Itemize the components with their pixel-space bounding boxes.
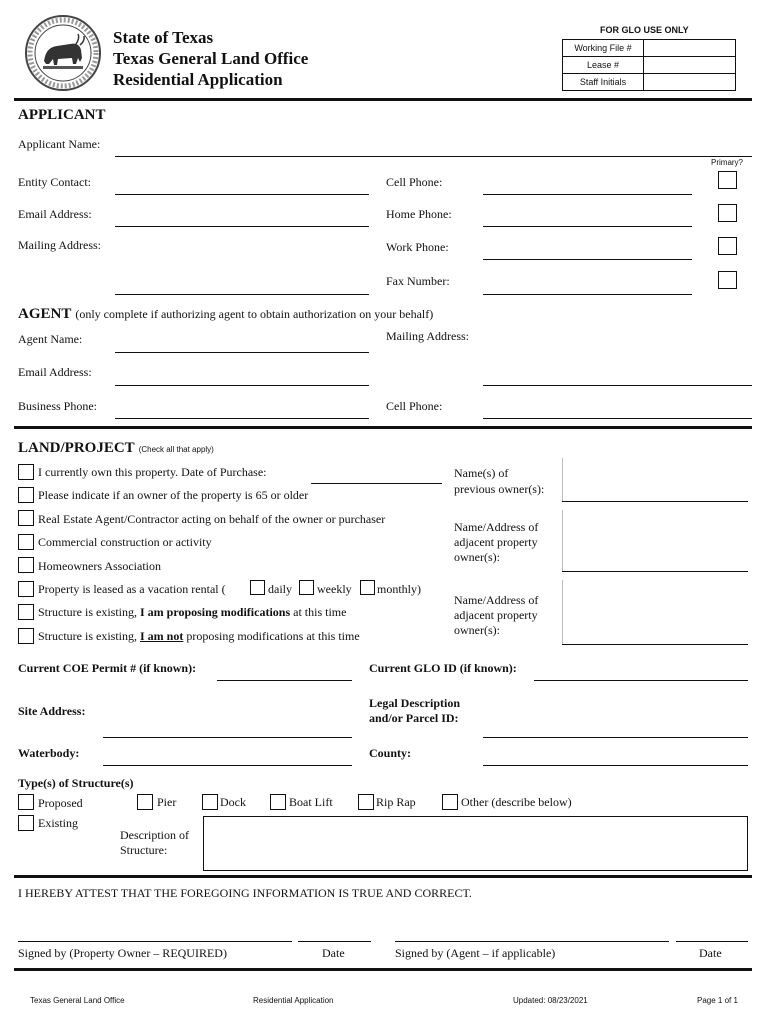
footer-updated: Updated: 08/23/2021 (513, 996, 588, 1005)
vacation-rental-checkbox[interactable] (18, 581, 34, 597)
land-section-title: LAND/PROJECT (18, 440, 135, 456)
adjacent-owner-1-field[interactable] (562, 571, 748, 572)
dock-label: Dock (220, 795, 246, 809)
proposing-modifications-checkbox[interactable] (18, 604, 34, 620)
boat-lift-checkbox[interactable] (270, 794, 286, 810)
owner-65-checkbox[interactable] (18, 487, 34, 503)
agent-section-note: (only complete if authorizing agent to obtain authorization on your behalf) (75, 307, 434, 321)
description-label-1: Description of (120, 828, 189, 842)
other-label: Other (describe below) (461, 795, 572, 809)
footer-page: Page 1 of 1 (697, 996, 738, 1005)
commercial-checkbox[interactable] (18, 534, 34, 550)
glo-lease-field[interactable] (644, 57, 736, 74)
vacation-rental-label: Property is leased as a vacation rental ( (38, 582, 226, 596)
coe-permit-label: Current COE Permit # (if known): (18, 661, 197, 675)
footer-doc: Residential Application (253, 996, 334, 1005)
site-address-field[interactable] (103, 737, 352, 738)
divider-signature (14, 968, 752, 971)
description-label-2: Structure: (120, 843, 168, 857)
agent-date-label: Date (699, 946, 722, 960)
divider-structure (14, 875, 752, 878)
adjacent-owner-2-label-3: owner(s): (454, 623, 500, 637)
agent-section-heading (18, 305, 433, 323)
site-address-label: Site Address: (18, 704, 86, 718)
agent-signature-label: Signed by (Agent – if applicable) (395, 946, 556, 960)
dock-checkbox[interactable] (202, 794, 218, 810)
previous-owner-label-2: previous owner(s): (454, 482, 545, 496)
applicant-email-label: Email Address: (18, 207, 92, 221)
header-form-title: Residential Application (113, 70, 283, 89)
agent-name-field[interactable] (115, 352, 369, 353)
not-proposing-modifications-label (38, 629, 360, 644)
daily-label: daily (268, 582, 292, 596)
agent-mailing-field[interactable] (483, 385, 752, 386)
adjacent-owner-1-label-2: adjacent property (454, 535, 538, 549)
agent-signature-field[interactable] (395, 941, 669, 942)
waterbody-field[interactable] (103, 765, 352, 766)
hoa-checkbox[interactable] (18, 557, 34, 573)
adjacent-owner-1-border (562, 510, 563, 571)
agent-email-field[interactable] (115, 385, 369, 386)
county-field[interactable] (483, 765, 748, 766)
rip-rap-checkbox[interactable] (358, 794, 374, 810)
entity-contact-label: Entity Contact: (18, 175, 91, 189)
primary-label: Primary? (711, 158, 744, 167)
primary-fax-checkbox[interactable] (718, 271, 737, 289)
primary-work-checkbox[interactable] (718, 237, 737, 255)
applicant-mailing-label: Mailing Address: (18, 238, 101, 252)
glo-staff-initials-field[interactable] (644, 74, 736, 91)
not-proposing-pre: Structure is existing, (38, 629, 140, 643)
owner-date-field[interactable] (298, 941, 371, 942)
legal-description-label-2: and/or Parcel ID: (369, 711, 459, 725)
glo-use-title: FOR GLO USE ONLY (600, 25, 689, 35)
agent-business-phone-label: Business Phone: (18, 399, 98, 413)
description-field[interactable] (203, 816, 748, 871)
attest-statement: I HEREBY ATTEST THAT THE FOREGOING INFORMATION IS TRUE AND CORRECT. (18, 886, 472, 900)
divider-header (14, 98, 752, 101)
applicant-cell-field[interactable] (483, 194, 692, 195)
structure-types-title: Type(s) of Structure(s) (18, 776, 134, 790)
glo-id-label: Current GLO ID (if known): (369, 661, 517, 675)
footer-org: Texas General Land Office (30, 996, 125, 1005)
owner-signature-label: Signed by (Property Owner – REQUIRED) (18, 946, 227, 960)
adjacent-owner-1-label-1: Name/Address of (454, 520, 539, 534)
header-state: State of Texas (113, 28, 214, 47)
date-of-purchase-field[interactable] (311, 483, 442, 484)
proposed-checkbox[interactable] (18, 794, 34, 810)
boat-lift-label: Boat Lift (289, 795, 333, 809)
existing-label: Existing (38, 816, 79, 830)
existing-checkbox[interactable] (18, 815, 34, 831)
own-property-checkbox[interactable] (18, 464, 34, 480)
county-label: County: (369, 746, 412, 760)
glo-seal (24, 14, 102, 92)
not-proposing-bold: I am not (140, 629, 184, 643)
monthly-label: monthly) (377, 582, 421, 596)
pier-checkbox[interactable] (137, 794, 153, 810)
applicant-cell-label: Cell Phone: (386, 175, 443, 189)
agent-business-phone-field[interactable] (115, 418, 369, 419)
hoa-label: Homeowners Association (38, 559, 161, 573)
monthly-checkbox[interactable] (360, 580, 375, 595)
proposing-modifications-label (38, 605, 346, 620)
proposing-modifications-pre: Structure is existing, (38, 605, 140, 619)
primary-home-checkbox[interactable] (718, 204, 737, 222)
previous-owner-border (562, 458, 563, 501)
pier-label: Pier (157, 795, 177, 809)
owner-date-label: Date (322, 946, 345, 960)
entity-contact-field[interactable] (115, 194, 369, 195)
coe-permit-field[interactable] (217, 680, 352, 681)
daily-checkbox[interactable] (250, 580, 265, 595)
previous-owner-field[interactable] (562, 501, 748, 502)
land-section-note: (Check all that apply) (138, 445, 214, 454)
applicant-email-field[interactable] (115, 226, 369, 227)
header-agency: Texas General Land Office (113, 49, 309, 68)
agent-email-label: Email Address: (18, 365, 92, 379)
applicant-mailing-field[interactable] (115, 294, 369, 295)
glo-working-file-field[interactable] (644, 40, 736, 57)
commercial-label: Commercial construction or activity (38, 535, 212, 549)
applicant-section-title: APPLICANT (18, 107, 106, 123)
weekly-label: weekly (317, 582, 352, 596)
agent-cell-field[interactable] (483, 418, 752, 419)
previous-owner-label-1: Name(s) of (454, 466, 509, 480)
applicant-name-field[interactable] (115, 156, 752, 157)
applicant-fax-field[interactable] (483, 294, 692, 295)
rip-rap-label: Rip Rap (376, 795, 416, 809)
proposing-modifications-bold: I am proposing modifications (140, 605, 291, 619)
not-proposing-post: proposing modifications at this time (183, 629, 360, 643)
adjacent-owner-2-field[interactable] (562, 644, 748, 645)
own-property-label: I currently own this property. Date of Purchase: (38, 465, 267, 479)
adjacent-owner-1-label-3: owner(s): (454, 550, 500, 564)
applicant-name-label: Applicant Name: (18, 137, 101, 151)
applicant-fax-label: Fax Number: (386, 274, 450, 288)
glo-use-table (562, 39, 736, 91)
weekly-checkbox[interactable] (299, 580, 314, 595)
primary-cell-checkbox[interactable] (718, 171, 737, 189)
agent-section-title: AGENT (18, 306, 72, 322)
agent-mailing-label: Mailing Address: (386, 329, 469, 343)
adjacent-owner-2-label-1: Name/Address of (454, 593, 539, 607)
other-checkbox[interactable] (442, 794, 458, 810)
agent-date-field[interactable] (676, 941, 748, 942)
applicant-home-label: Home Phone: (386, 207, 452, 221)
applicant-home-field[interactable] (483, 226, 692, 227)
owner-65-label: Please indicate if an owner of the property is 65 or older (38, 488, 309, 502)
applicant-work-field[interactable] (483, 259, 692, 260)
glo-staff-initials-label: Staff Initials (563, 74, 644, 91)
divider-agent (14, 426, 752, 429)
glo-working-file-label: Working File # (563, 40, 644, 57)
agent-name-label: Agent Name: (18, 332, 83, 346)
adjacent-owner-2-border (562, 580, 563, 644)
agent-contractor-checkbox[interactable] (18, 510, 34, 526)
glo-id-field[interactable] (534, 680, 748, 681)
proposing-modifications-post: at this time (290, 605, 347, 619)
adjacent-owner-2-label-2: adjacent property (454, 608, 538, 622)
proposed-label: Proposed (38, 796, 83, 810)
agent-cell-label: Cell Phone: (386, 399, 443, 413)
not-proposing-modifications-checkbox[interactable] (18, 628, 34, 644)
glo-lease-label: Lease # (563, 57, 644, 74)
waterbody-label: Waterbody: (18, 746, 80, 760)
land-section-heading (18, 439, 214, 457)
legal-description-field[interactable] (483, 737, 748, 738)
applicant-work-label: Work Phone: (386, 240, 449, 254)
legal-description-label-1: Legal Description (369, 696, 460, 710)
owner-signature-field[interactable] (18, 941, 292, 942)
agent-contractor-label: Real Estate Agent/Contractor acting on behalf of the owner or purchaser (38, 512, 386, 526)
